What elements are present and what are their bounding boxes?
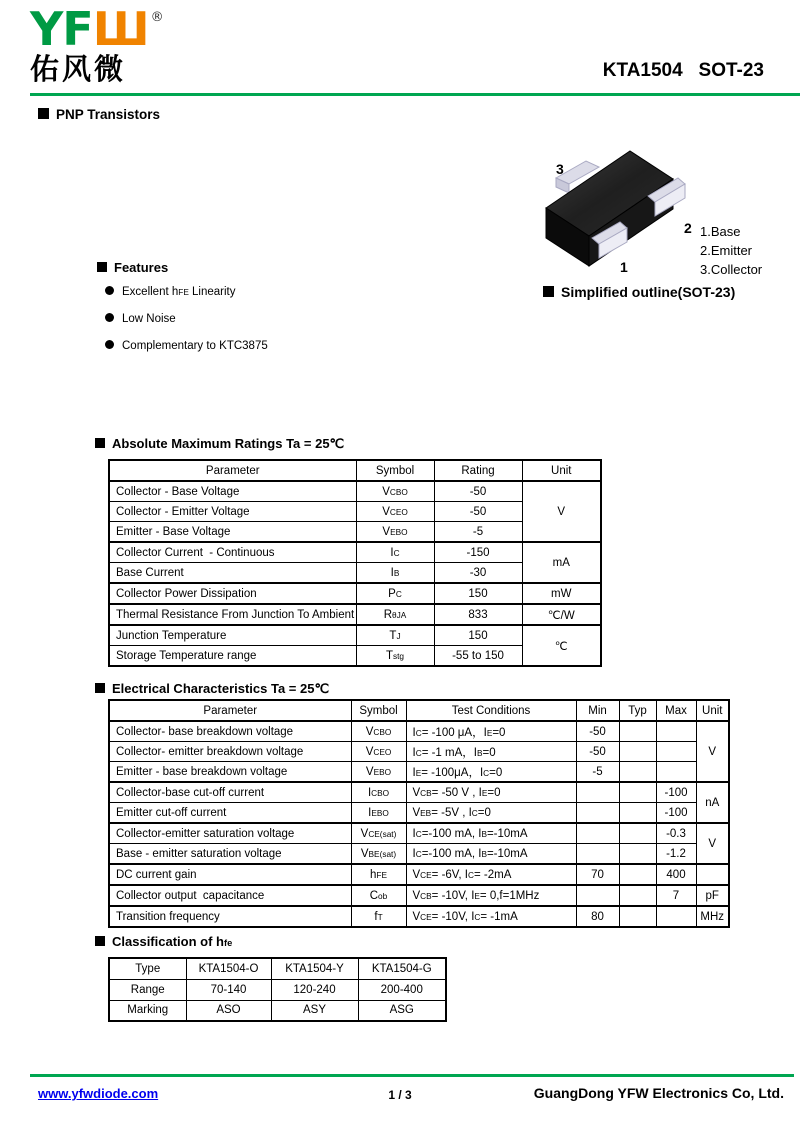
unit-cell: MHz bbox=[696, 906, 729, 927]
column-header: Min bbox=[576, 700, 619, 721]
header-divider bbox=[30, 93, 800, 96]
typ-cell bbox=[619, 823, 656, 844]
max-cell bbox=[656, 906, 696, 927]
param-cell: Collector- base breakdown voltage bbox=[109, 721, 351, 742]
typ-cell bbox=[619, 803, 656, 824]
typ-cell bbox=[619, 864, 656, 885]
unit-cell: V bbox=[696, 721, 729, 782]
conditions-cell: IC= -1 mA，IB=0 bbox=[406, 742, 576, 762]
param-cell: Thermal Resistance From Junction To Ambient bbox=[109, 604, 356, 625]
brand-chinese-name: 佑风微 bbox=[30, 54, 127, 86]
section-square-icon bbox=[95, 936, 105, 946]
symbol-cell: hFE bbox=[351, 864, 406, 885]
column-header: Unit bbox=[522, 460, 601, 481]
symbol-cell: VCBO bbox=[356, 481, 434, 502]
max-cell bbox=[656, 721, 696, 742]
type-cell: KTA1504-Y bbox=[271, 958, 358, 979]
marking-cell: ASO bbox=[186, 1000, 271, 1021]
logo-w-glyph: Ш bbox=[92, 2, 149, 56]
table-row bbox=[109, 864, 729, 885]
column-header: Parameter bbox=[109, 700, 351, 721]
table-row bbox=[109, 885, 729, 906]
abs-max-section-title: Absolute Maximum Ratings Ta = 25℃ bbox=[95, 436, 344, 452]
max-cell: 400 bbox=[656, 864, 696, 885]
param-cell: Collector- emitter breakdown voltage bbox=[109, 742, 351, 762]
param-cell: DC current gain bbox=[109, 864, 351, 885]
max-cell: -100 bbox=[656, 803, 696, 824]
param-cell: Junction Temperature bbox=[109, 625, 356, 646]
conditions-cell: VEB= -5V , IC=0 bbox=[406, 803, 576, 824]
param-cell: Collector output capacitance bbox=[109, 885, 351, 906]
marking-cell: ASY bbox=[271, 1000, 358, 1021]
section-square-icon bbox=[97, 262, 107, 272]
type-cell: KTA1504-G bbox=[358, 958, 446, 979]
rating-cell: -5 bbox=[434, 522, 522, 543]
conditions-cell: VCE= -10V, IC= -1mA bbox=[406, 906, 576, 927]
document-title: KTA1504 SOT-23 bbox=[602, 60, 764, 81]
symbol-cell: Tstg bbox=[356, 646, 434, 667]
feature-item: Low Noise bbox=[105, 311, 268, 328]
table-row bbox=[109, 958, 446, 979]
type-cell: KTA1504-O bbox=[186, 958, 271, 979]
table-header-row bbox=[109, 700, 729, 721]
table-row bbox=[109, 906, 729, 927]
table-row bbox=[109, 742, 729, 762]
symbol-cell: VCE(sat) bbox=[351, 823, 406, 844]
range-cell: 200-400 bbox=[358, 979, 446, 1000]
classification-title: Classification of hfe bbox=[95, 934, 232, 949]
rating-cell: 150 bbox=[434, 625, 522, 646]
typ-cell bbox=[619, 906, 656, 927]
abs-max-table bbox=[108, 459, 602, 667]
typ-cell bbox=[619, 742, 656, 762]
param-cell: Collector-base cut-off current bbox=[109, 782, 351, 803]
marking-label-cell: Marking bbox=[109, 1000, 186, 1021]
section-square-icon bbox=[38, 108, 49, 119]
column-header: Max bbox=[656, 700, 696, 721]
table-row bbox=[109, 721, 729, 742]
symbol-cell: IEBO bbox=[351, 803, 406, 824]
conditions-cell: IE= -100μA，IC=0 bbox=[406, 762, 576, 783]
symbol-cell: ICBO bbox=[351, 782, 406, 803]
unit-cell: V bbox=[696, 823, 729, 864]
unit-cell: pF bbox=[696, 885, 729, 906]
typ-cell bbox=[619, 885, 656, 906]
rating-cell: -50 bbox=[434, 481, 522, 502]
page-heading: PNP Transistors bbox=[38, 107, 160, 122]
bullet-dot-icon bbox=[105, 313, 114, 322]
typ-cell bbox=[619, 762, 656, 783]
unit-cell bbox=[696, 864, 729, 885]
feature-item: Complementary to KTC3875 bbox=[105, 338, 268, 355]
range-cell: 70-140 bbox=[186, 979, 271, 1000]
column-header: Typ bbox=[619, 700, 656, 721]
param-cell: Emitter - Base Voltage bbox=[109, 522, 356, 543]
range-label-cell: Range bbox=[109, 979, 186, 1000]
conditions-cell: IC=-100 mA, IB=-10mA bbox=[406, 844, 576, 865]
pin-number-label: 2 bbox=[684, 220, 692, 236]
param-cell: Collector Power Dissipation bbox=[109, 583, 356, 604]
min-cell: 80 bbox=[576, 906, 619, 927]
table-row bbox=[109, 803, 729, 824]
website-link[interactable]: www.yfwdiode.com bbox=[38, 1086, 159, 1101]
bullet-dot-icon bbox=[105, 286, 114, 295]
table-header-row bbox=[109, 460, 601, 481]
marking-cell: ASG bbox=[358, 1000, 446, 1021]
param-cell: Transition frequency bbox=[109, 906, 351, 927]
min-cell: -50 bbox=[576, 742, 619, 762]
param-cell: Base Current bbox=[109, 563, 356, 584]
symbol-cell: VEBO bbox=[351, 762, 406, 783]
classification-table bbox=[108, 957, 447, 1022]
rating-cell: -55 to 150 bbox=[434, 646, 522, 667]
param-cell: Emitter cut-off current bbox=[109, 803, 351, 824]
table-row bbox=[109, 979, 446, 1000]
table-row bbox=[109, 583, 601, 604]
symbol-cell: VCEO bbox=[356, 502, 434, 522]
min-cell bbox=[576, 885, 619, 906]
table-row bbox=[109, 823, 729, 844]
table-row bbox=[109, 762, 729, 783]
brand-logo bbox=[30, 2, 163, 86]
symbol-cell: IB bbox=[356, 563, 434, 584]
param-cell: Collector-emitter saturation voltage bbox=[109, 823, 351, 844]
outline-caption: Simplified outline(SOT-23) bbox=[543, 284, 735, 300]
registered-mark-icon: ® bbox=[150, 10, 163, 25]
min-cell bbox=[576, 803, 619, 824]
max-cell bbox=[656, 762, 696, 783]
param-cell: Collector Current - Continuous bbox=[109, 542, 356, 563]
column-header: Rating bbox=[434, 460, 522, 481]
min-cell: 70 bbox=[576, 864, 619, 885]
max-cell: -1.2 bbox=[656, 844, 696, 865]
footer-divider bbox=[30, 1074, 794, 1077]
max-cell: -0.3 bbox=[656, 823, 696, 844]
section-square-icon bbox=[95, 683, 105, 693]
page-number: 1 / 3 bbox=[388, 1088, 412, 1102]
param-cell: Collector - Emitter Voltage bbox=[109, 502, 356, 522]
param-cell: Storage Temperature range bbox=[109, 646, 356, 667]
company-name: GuangDong YFW Electronics Co, Ltd. bbox=[533, 1085, 784, 1101]
column-header: Test Conditions bbox=[406, 700, 576, 721]
table-row bbox=[109, 481, 601, 502]
min-cell bbox=[576, 782, 619, 803]
unit-cell: ℃ bbox=[522, 625, 601, 666]
table-row bbox=[109, 844, 729, 865]
pin-legend-item: 2.Emitter bbox=[700, 243, 753, 258]
table-row bbox=[109, 604, 601, 625]
param-cell: Emitter - base breakdown voltage bbox=[109, 762, 351, 783]
features-title: Features bbox=[97, 260, 268, 275]
unit-cell: V bbox=[522, 481, 601, 542]
conditions-cell: IC=-100 mA, IB=-10mA bbox=[406, 823, 576, 844]
symbol-cell: VCBO bbox=[351, 721, 406, 742]
conditions-cell: VCE= -6V, IC= -2mA bbox=[406, 864, 576, 885]
min-cell bbox=[576, 823, 619, 844]
max-cell bbox=[656, 742, 696, 762]
param-cell: Collector - Base Voltage bbox=[109, 481, 356, 502]
max-cell: 7 bbox=[656, 885, 696, 906]
table-row bbox=[109, 542, 601, 563]
rating-cell: -50 bbox=[434, 502, 522, 522]
logo-yf-letters: YF bbox=[30, 2, 93, 56]
symbol-cell: Cob bbox=[351, 885, 406, 906]
symbol-cell: VCEO bbox=[351, 742, 406, 762]
table-row bbox=[109, 782, 729, 803]
pin-legend bbox=[700, 222, 762, 279]
typ-cell bbox=[619, 782, 656, 803]
brand-logo-text bbox=[30, 2, 163, 56]
unit-cell: nA bbox=[696, 782, 729, 823]
rating-cell: 833 bbox=[434, 604, 522, 625]
symbol-cell: PC bbox=[356, 583, 434, 604]
typ-cell bbox=[619, 721, 656, 742]
symbol-cell: VEBO bbox=[356, 522, 434, 543]
type-label-cell: Type bbox=[109, 958, 186, 979]
unit-cell: mA bbox=[522, 542, 601, 583]
table-row bbox=[109, 625, 601, 646]
column-header: Parameter bbox=[109, 460, 356, 481]
range-cell: 120-240 bbox=[271, 979, 358, 1000]
column-header: Unit bbox=[696, 700, 729, 721]
rating-cell: 150 bbox=[434, 583, 522, 604]
column-header: Symbol bbox=[356, 460, 434, 481]
column-header: Symbol bbox=[351, 700, 406, 721]
symbol-cell: RθJA bbox=[356, 604, 434, 625]
symbol-cell: VBE(sat) bbox=[351, 844, 406, 865]
symbol-cell: IC bbox=[356, 542, 434, 563]
table-row bbox=[109, 1000, 446, 1021]
pin-number-label: 3 bbox=[556, 161, 564, 177]
symbol-cell: fT bbox=[351, 906, 406, 927]
elec-table bbox=[108, 699, 730, 928]
rating-cell: -30 bbox=[434, 563, 522, 584]
feature-item: Excellent hFE Linearity bbox=[105, 284, 268, 301]
pin-legend-item: 1.Base bbox=[700, 224, 741, 239]
min-cell: -5 bbox=[576, 762, 619, 783]
typ-cell bbox=[619, 844, 656, 865]
min-cell bbox=[576, 844, 619, 865]
bullet-dot-icon bbox=[105, 340, 114, 349]
min-cell: -50 bbox=[576, 721, 619, 742]
features-section bbox=[97, 260, 268, 364]
rating-cell: -150 bbox=[434, 542, 522, 563]
section-square-icon bbox=[95, 438, 105, 448]
max-cell: -100 bbox=[656, 782, 696, 803]
unit-cell: ℃/W bbox=[522, 604, 601, 625]
param-cell: Base - emitter saturation voltage bbox=[109, 844, 351, 865]
conditions-cell: IC= -100 μA，IE=0 bbox=[406, 721, 576, 742]
conditions-cell: VCB= -10V, IE= 0,f=1MHz bbox=[406, 885, 576, 906]
section-square-icon bbox=[543, 286, 554, 297]
symbol-cell: TJ bbox=[356, 625, 434, 646]
pin-legend-item: 3.Collector bbox=[700, 262, 763, 277]
pin-number-label: 1 bbox=[620, 259, 628, 275]
unit-cell: mW bbox=[522, 583, 601, 604]
elec-section-title: Electrical Characteristics Ta = 25℃ bbox=[95, 681, 329, 697]
conditions-cell: VCB= -50 V , IE=0 bbox=[406, 782, 576, 803]
